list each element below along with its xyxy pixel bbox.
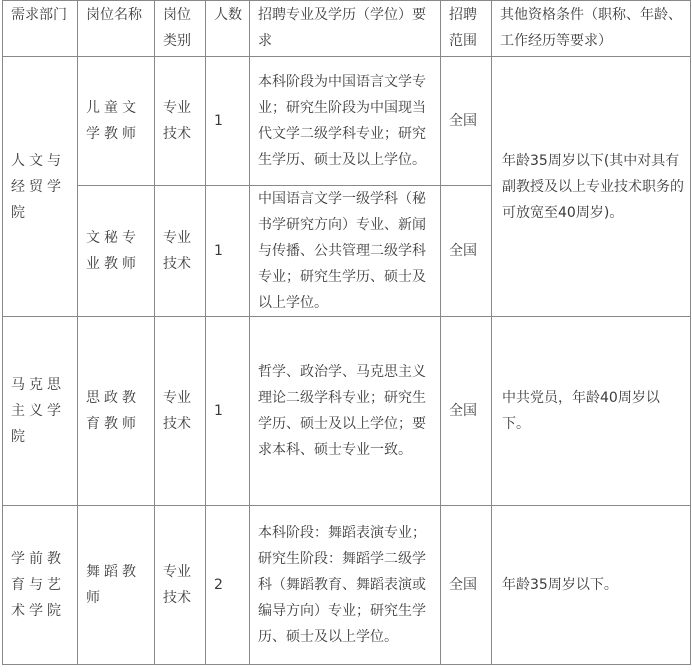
category-cell: 专业技术: [155, 57, 206, 186]
other-requirements-cell: 年龄35周岁以下。: [492, 506, 691, 665]
count-cell: 2: [206, 506, 250, 665]
position-cell: 舞蹈教师: [78, 506, 155, 665]
table-header-row: [3, 1, 691, 57]
dept-cell: 学前教育与艺术学院: [3, 506, 78, 665]
header-other: 其他资格条件（职称、年龄、工作经历等要求）: [492, 1, 691, 57]
table-row: [3, 57, 691, 186]
header-category: 岗位类别: [155, 1, 206, 57]
other-requirements-cell: 年龄35周岁以下(其中对具有副教授及以上专业技术职务的可放宽至40周岁)。: [492, 57, 691, 317]
header-count: 人数: [206, 1, 250, 57]
category-cell: 专业技术: [155, 186, 206, 317]
header-position: 岗位名称: [78, 1, 155, 57]
category-cell: 专业技术: [155, 506, 206, 665]
header-scope: 招聘范围: [441, 1, 492, 57]
dept-cell: 马克思主义学院: [3, 317, 78, 506]
position-cell: 文秘专业教师: [78, 186, 155, 317]
scope-cell: 全国: [441, 506, 492, 665]
table-row: [3, 317, 691, 506]
header-major: 招聘专业及学历（学位）要求: [250, 1, 441, 57]
major-cell: 本科阶段：舞蹈表演专业；研究生阶段：舞蹈学二级学科（舞蹈教育、舞蹈表演或编导方向）专业；研究生学历、硕士及以上学位。: [250, 506, 441, 665]
category-cell: 专业技术: [155, 317, 206, 506]
header-dept: 需求部门: [3, 1, 78, 57]
recruitment-table: [2, 0, 691, 665]
major-cell: 中国语言文学一级学科（秘书学研究方向）专业、新闻与传播、公共管理二级学科专业；研究生学历、硕士及以上学位。: [250, 186, 441, 317]
count-cell: 1: [206, 186, 250, 317]
table-row: [3, 506, 691, 665]
other-requirements-cell: 中共党员，年龄40周岁以下。: [492, 317, 691, 506]
major-cell: 哲学、政治学、马克思主义理论二级学科专业；研究生学历、硕士及以上学位；要求本科、硕士专业一致。: [250, 317, 441, 506]
position-cell: 思政教育教师: [78, 317, 155, 506]
scope-cell: 全国: [441, 57, 492, 186]
position-cell: 儿童文学教师: [78, 57, 155, 186]
scope-cell: 全国: [441, 317, 492, 506]
dept-cell: 人文与经贸学院: [3, 57, 78, 317]
count-cell: 1: [206, 317, 250, 506]
major-cell: 本科阶段为中国语言文学专业；研究生阶段为中国现当代文学二级学科专业；研究生学历、硕士及以上学位。: [250, 57, 441, 186]
scope-cell: 全国: [441, 186, 492, 317]
count-cell: 1: [206, 57, 250, 186]
